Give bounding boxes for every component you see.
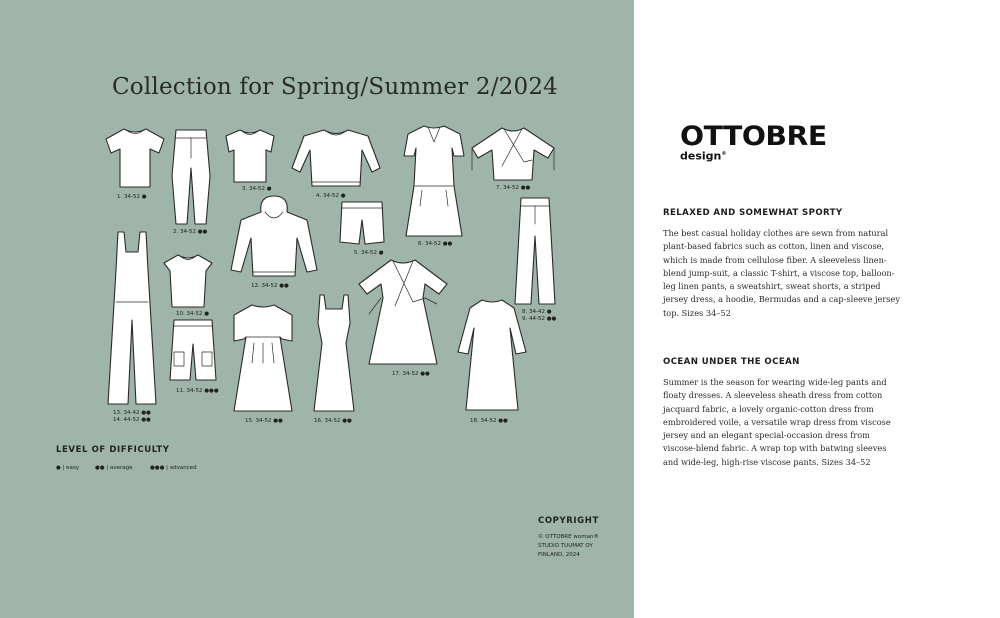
section-body-ocean: Summer is the season for wearing wide-leg pants and floaty dresses. A sleeveless sheath dress from cotton jacquard fabric, a lovely organic-cotton dress from embroidered voile, a versatile wrap dress from viscose jersey and an elegant special-occasion dress from viscose-blend fabric. A wrap top with batwing sleeves and wide-leg, high-rise viscose pants. Sizes 34–52 — [663, 377, 891, 467]
garment-3-top — [224, 128, 276, 184]
copyright-line-2: STUDIO TUUMAT OY — [538, 543, 593, 549]
garment-11-bermudas — [168, 318, 218, 384]
garment-label-6: 6. 34-52 ●● — [418, 241, 453, 247]
garment-label-12: 12. 34-52 ●● — [251, 283, 289, 289]
garment-7-wrap-top — [468, 126, 558, 184]
ottobre-logo — [680, 121, 827, 163]
garment-label-3: 3. 34-52 ● — [242, 186, 272, 192]
garment-label-9: 9. 44-52 ●● — [522, 316, 557, 322]
copyright-title: COPYRIGHT — [538, 516, 599, 526]
garment-label-7: 7. 34-52 ●● — [496, 185, 531, 191]
garment-1-tshirt — [104, 127, 166, 189]
section-title-ocean: OCEAN UNDER THE OCEAN — [663, 357, 800, 367]
garment-label-18: 18. 34-52 ●● — [470, 418, 508, 424]
garment-16-sheath-dress — [310, 293, 358, 415]
garment-4-sweatshirt — [290, 128, 382, 192]
difficulty-easy: ● | easy — [56, 465, 80, 471]
garment-12-hoodie — [229, 194, 319, 280]
garment-label-17: 17. 34-52 ●● — [392, 371, 430, 377]
garment-15-voile-dress — [230, 303, 296, 415]
difficulty-advanced: ●●● | advanced — [150, 465, 197, 471]
garment-2-pants — [170, 128, 212, 228]
garment-10-cap-sleeve-top — [162, 253, 214, 309]
garment-label-5: 5. 34-52 ● — [354, 250, 384, 256]
section-title-relaxed: RELAXED AND SOMEWHAT SPORTY — [663, 208, 843, 218]
collection-title: Collection for Spring/Summer 2/2024 — [111, 74, 559, 100]
logo-subtitle: design® — [680, 149, 727, 163]
garment-label-13: 13. 34-42 ●● — [113, 410, 151, 416]
logo-wordmark: OTTOBRE — [680, 121, 827, 152]
garment-8-9-wide-pants — [513, 196, 557, 308]
garment-17-wrap-dress — [355, 258, 451, 368]
garment-6-dress — [402, 124, 466, 240]
garment-18-occasion-dress — [456, 298, 528, 414]
section-body-relaxed: The best casual holiday clothes are sewn from natural plant-based fabrics such as cotton, linen and viscose, which is made from cellulose fiber. A sleeveless linen-blend jump-suit, a classic T-shirt, a viscose top, balloon-leg linen pants, a sweatshirt, sweat shorts, a striped jersey dress, a hoodie, Bermudas and a cap-sleeve jersey top. Sizes 34–52 — [663, 228, 900, 318]
difficulty-average: ●● | average — [95, 465, 133, 471]
garment-label-16: 16. 34-52 ●● — [314, 418, 352, 424]
garment-label-8: 8. 34-42 ● — [522, 309, 552, 315]
difficulty-title: LEVEL OF DIFFICULTY — [56, 445, 170, 455]
garment-5-shorts — [338, 200, 386, 246]
garment-label-1: 1. 34-52 ● — [117, 194, 147, 200]
garment-label-4: 4. 34-52 ● — [316, 193, 346, 199]
copyright-line-3: FINLAND, 2024 — [538, 552, 580, 558]
garment-13-14-jumpsuit — [104, 230, 160, 408]
garment-label-2: 2. 34-52 ●● — [173, 229, 208, 235]
garment-label-11: 11. 34-52 ●●● — [176, 388, 219, 394]
garment-label-14: 14. 44-52 ●● — [113, 417, 151, 423]
copyright-line-1: © OTTOBRE woman® — [538, 534, 599, 540]
garment-label-15: 15. 34-52 ●● — [245, 418, 283, 424]
garment-label-10: 10. 34-52 ● — [176, 311, 210, 317]
